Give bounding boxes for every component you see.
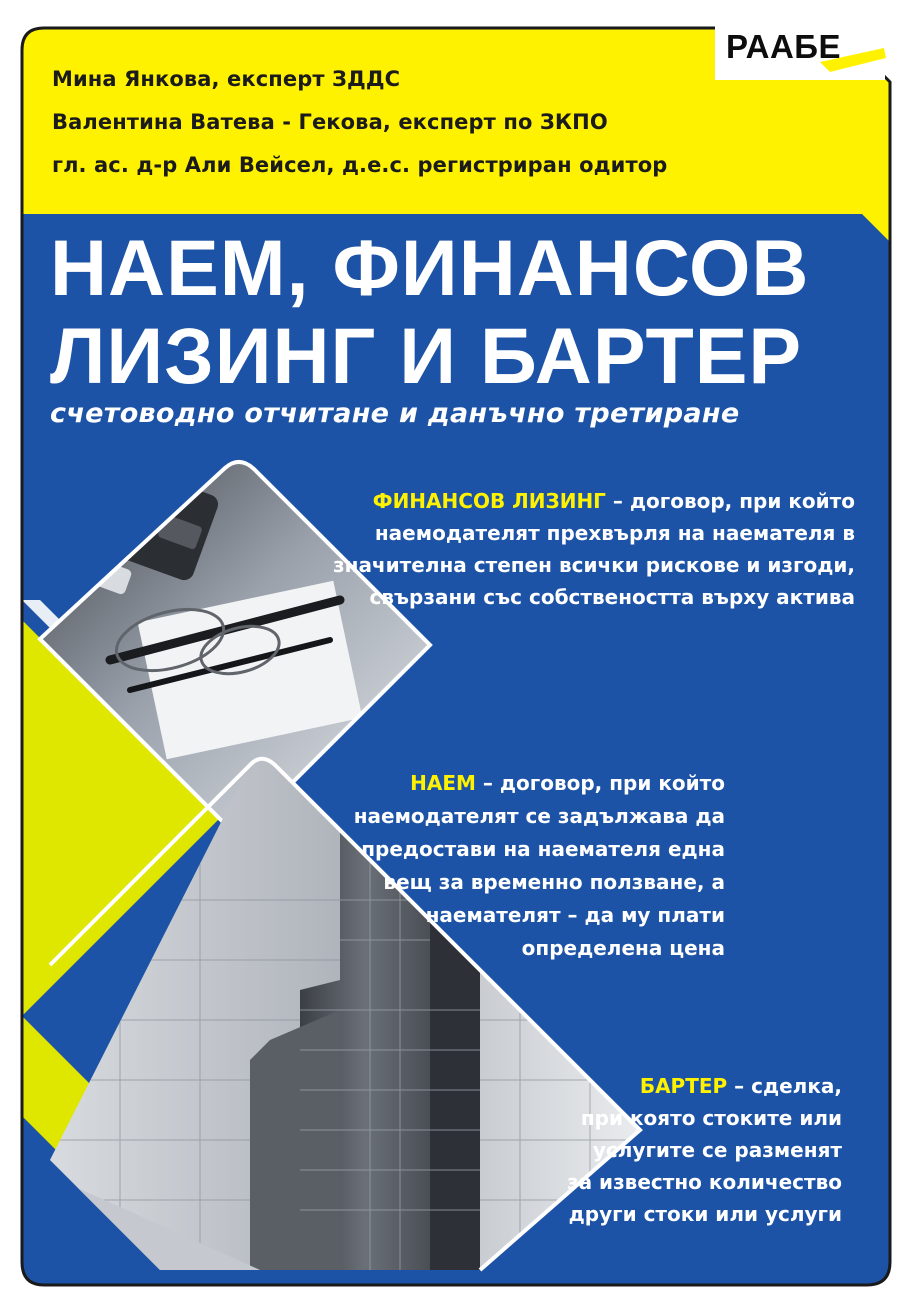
authors-list bbox=[52, 66, 667, 195]
author-2: Валентина Ватева - Гекова, експерт по ЗКПО bbox=[52, 110, 608, 134]
definition-barter: БАРТЕР – сделка, при която стоките или услугите се разменят за известно количество други стоки или услуги bbox=[566, 1074, 842, 1226]
title-line-1: НАЕМ, ФИНАНСОВ bbox=[50, 223, 810, 312]
title-line-2: ЛИЗИНГ И БАРТЕР bbox=[50, 311, 803, 400]
term-rent: НАЕМ bbox=[410, 771, 476, 795]
book-subtitle: счетоводно отчитане и данъчно третиране bbox=[50, 398, 740, 429]
term-leasing: ФИНАНСОВ ЛИЗИНГ bbox=[372, 489, 606, 513]
term-barter: БАРТЕР bbox=[639, 1074, 728, 1098]
author-1: Мина Янкова, експерт ЗДДС bbox=[52, 67, 401, 91]
book-title bbox=[50, 224, 809, 400]
publisher-logo: РААБЕ bbox=[726, 28, 842, 65]
definition-rent: НАЕМ – договор, при който наемодателят се задължава да предостави на наемателя една вещ за временно ползване, а наемателят – да му плати определена цена bbox=[353, 771, 725, 960]
author-3: гл. ас. д-р Али Вейсел, д.е.с. регистриран одитор bbox=[52, 153, 668, 177]
definition-leasing: ФИНАНСОВ ЛИЗИНГ – договор, при който наемодателят прехвърля на наемателя в значителна степен всички рискове и изгоди, свързани със собствеността върху актива bbox=[333, 489, 855, 609]
